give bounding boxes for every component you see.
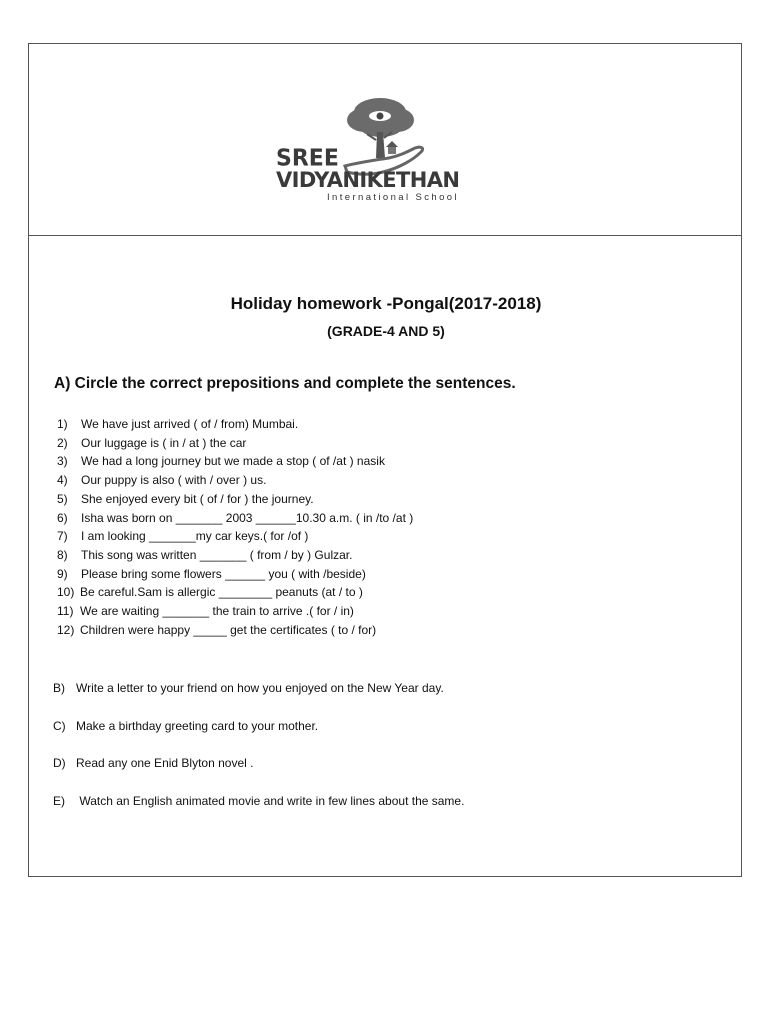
list-item xyxy=(57,471,413,490)
task-letter: B) xyxy=(53,681,65,695)
item-text: We had a long journey but we made a stop ( of /at ) nasik xyxy=(81,454,385,469)
item-number: 11) xyxy=(57,604,74,619)
list-item xyxy=(57,452,413,471)
section-a-heading: A) Circle the correct prepositions and complete the sentences. xyxy=(54,375,516,392)
item-text: I am looking _______my car keys.( for /of ) xyxy=(81,529,309,544)
task-c xyxy=(53,719,318,733)
header-box xyxy=(29,44,741,236)
document-subtitle: (GRADE-4 AND 5) xyxy=(327,323,445,339)
item-number: 4) xyxy=(57,473,68,488)
item-number: 9) xyxy=(57,566,68,581)
task-text: Write a letter to your friend on how you enjoyed on the New Year day. xyxy=(76,681,444,695)
logo-text-international-school: International School xyxy=(327,192,459,203)
list-item xyxy=(57,583,413,602)
task-text: Make a birthday greeting card to your mother. xyxy=(76,719,319,733)
item-number: 6) xyxy=(57,510,68,525)
item-text: We are waiting _______ the train to arrive .( for / in) xyxy=(80,604,354,619)
item-number: 8) xyxy=(57,547,68,562)
item-number: 5) xyxy=(57,491,68,506)
list-item xyxy=(57,621,413,640)
item-number: 7) xyxy=(57,529,68,544)
list-item xyxy=(57,415,413,434)
list-item xyxy=(57,602,413,621)
item-number: 2) xyxy=(57,435,68,450)
item-text: Children were happy _____ get the certificates ( to / for) xyxy=(80,622,377,637)
list-item xyxy=(57,546,413,565)
item-number: 10) xyxy=(57,585,75,600)
task-b xyxy=(53,681,444,695)
task-text: Read any one Enid Blyton novel . xyxy=(76,756,254,770)
list-item xyxy=(57,490,413,509)
logo-text-vidyanikethan: VIDYANIKETHAN xyxy=(276,168,460,192)
task-letter: D) xyxy=(53,756,66,770)
item-text: Please bring some flowers ______ you ( with /beside) xyxy=(81,566,366,581)
question-list xyxy=(57,415,413,639)
item-text: Be careful.Sam is allergic ________ peanuts (at / to ) xyxy=(80,585,363,600)
document-title: Holiday homework -Pongal(2017-2018) xyxy=(230,294,542,313)
item-text: Isha was born on _______ 2003 ______10.30 a.m. ( in /to /at ) xyxy=(81,510,414,525)
item-text: Our luggage is ( in / at ) the car xyxy=(81,435,247,450)
list-item xyxy=(57,434,413,453)
list-item xyxy=(57,565,413,584)
item-text: Our puppy is also ( with / over ) us. xyxy=(81,473,267,488)
list-item xyxy=(57,509,413,528)
item-text: She enjoyed every bit ( of / for ) the journey. xyxy=(81,491,314,506)
task-text: Watch an English animated movie and write in few lines about the same. xyxy=(76,794,465,808)
document-frame xyxy=(28,43,742,877)
task-e xyxy=(53,794,464,808)
item-text: This song was written _______ ( from / by ) Gulzar. xyxy=(81,547,353,562)
task-letter: E) xyxy=(53,794,65,808)
task-letter: C) xyxy=(53,719,66,733)
task-d xyxy=(53,756,253,770)
list-item xyxy=(57,527,413,546)
item-number: 1) xyxy=(57,417,68,431)
item-number: 3) xyxy=(57,454,68,469)
logo-text-sree: SREE xyxy=(276,145,339,172)
item-text: We have just arrived ( of / from) Mumbai. xyxy=(81,417,299,431)
item-number: 12) xyxy=(57,622,75,637)
